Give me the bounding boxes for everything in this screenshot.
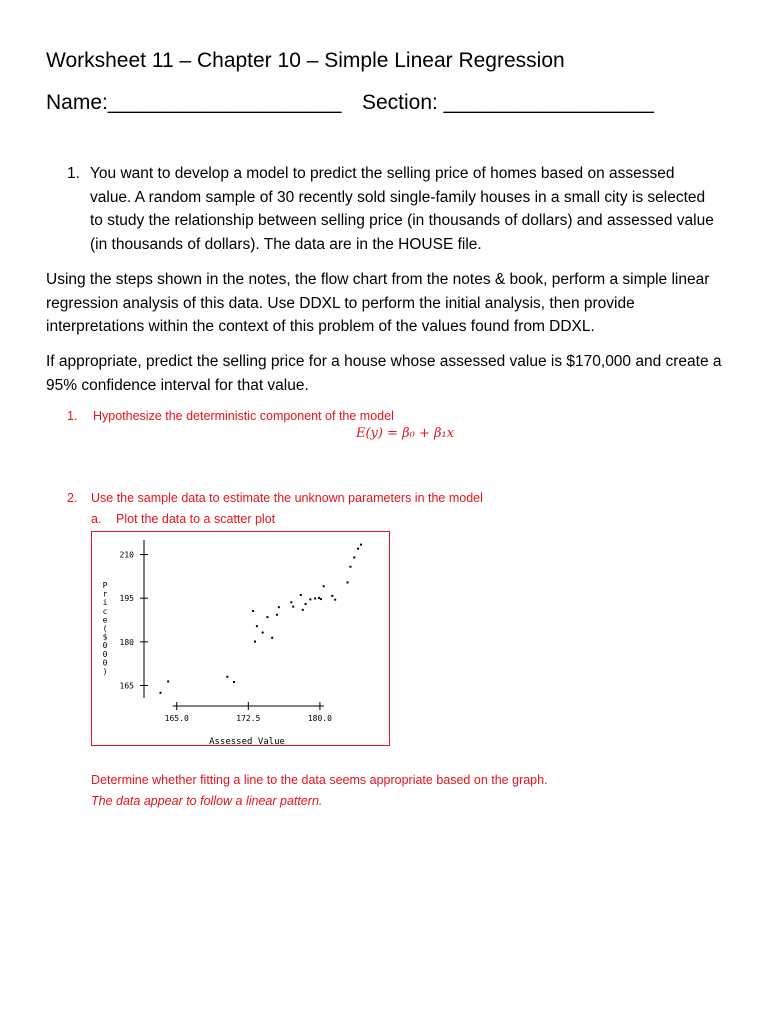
data-point	[160, 692, 162, 694]
data-point	[256, 625, 258, 627]
step-1-number: 1.	[67, 409, 78, 423]
data-point	[226, 676, 228, 678]
data-point	[334, 599, 336, 601]
scatter-plot	[92, 532, 389, 745]
instructions-paragraph-1: Using the steps shown in the notes, the flow chart from the notes & book, perform a simple linear regression analysis of this data. Use DDXL to perform the initial analysis, then provide interpretations within the context of this problem of the values found from DDXL.	[46, 271, 710, 335]
name-field: Name:____________________	[46, 91, 342, 114]
fit-question: Determine whether fitting a line to the data seems appropriate based on the graph.	[91, 773, 548, 787]
worksheet-title: Worksheet 11 – Chapter 10 – Simple Linear Regression	[46, 49, 565, 72]
data-point	[302, 609, 304, 611]
data-point	[320, 598, 322, 600]
data-point	[353, 556, 355, 558]
y-axis-label-char: )	[102, 667, 108, 676]
x-axis-label: Assessed Value	[209, 737, 285, 745]
data-point	[271, 637, 273, 639]
y-axis-label-char: i	[102, 598, 108, 608]
data-point	[357, 548, 359, 550]
question-number: 1.	[67, 165, 80, 182]
step-2a-letter: a.	[91, 512, 102, 526]
data-point	[252, 610, 254, 612]
data-point	[276, 614, 278, 616]
data-point	[266, 616, 268, 618]
data-point	[262, 632, 264, 634]
x-tick-label: 172.5	[236, 714, 261, 723]
y-tick-label: 210	[119, 550, 134, 560]
data-point	[278, 606, 280, 608]
y-axis-label-char: r	[102, 589, 108, 599]
model-formula: E(y) = β₀ + β₁x	[356, 426, 455, 441]
data-point	[323, 585, 325, 587]
data-point	[360, 544, 362, 546]
step-2-number: 2.	[67, 491, 78, 505]
data-point	[331, 595, 333, 597]
data-point	[290, 601, 292, 603]
y-axis-label-char: P	[102, 581, 108, 590]
y-axis-label-char: e	[102, 615, 108, 625]
step-2a-text: Plot the data to a scatter plot	[116, 512, 276, 526]
data-point	[347, 581, 349, 583]
data-point	[167, 680, 169, 682]
section-field: Section: __________________	[362, 91, 654, 114]
x-tick-label: 180.0	[307, 714, 332, 723]
y-tick-label: 165	[119, 681, 134, 691]
data-point	[300, 594, 302, 596]
name-section-row	[46, 90, 746, 116]
y-axis-label-char: $	[102, 632, 108, 642]
data-point	[292, 606, 294, 608]
data-point	[305, 603, 307, 605]
step-1-text: Hypothesize the deterministic component of the model	[93, 409, 394, 423]
y-tick-label: 195	[119, 594, 134, 604]
y-axis-label-char: 0	[102, 658, 108, 668]
y-axis-label-char: 0	[102, 641, 108, 651]
fit-answer: The data appear to follow a linear pattern.	[91, 794, 323, 808]
y-axis-label-char: (	[102, 624, 108, 633]
data-point	[318, 597, 320, 599]
scatter-plot-frame	[91, 531, 390, 746]
step-2-text: Use the sample data to estimate the unknown parameters in the model	[91, 491, 483, 505]
y-axis-label-char: c	[102, 606, 108, 616]
y-tick-label: 180	[119, 637, 134, 647]
question-text: You want to develop a model to predict the selling price of homes based on assessed value. A random sample of 30 recently sold single-family houses in a small city is selected to study the relationship between selling price (in thousands of dollars) and assessed value (in thousands of dollars). The data are in the HOUSE file.	[90, 165, 714, 253]
instructions-paragraph-2: If appropriate, predict the selling price for a house whose assessed value is $170,000 and create a 95% confidence interval for that value.	[46, 353, 722, 394]
y-axis-label-char: 0	[102, 649, 108, 659]
data-point	[233, 681, 235, 683]
question-1	[67, 162, 717, 256]
x-tick-label: 165.0	[164, 714, 189, 723]
data-point	[309, 598, 311, 600]
data-point	[254, 641, 256, 643]
data-point	[349, 566, 351, 568]
data-point	[314, 597, 316, 599]
